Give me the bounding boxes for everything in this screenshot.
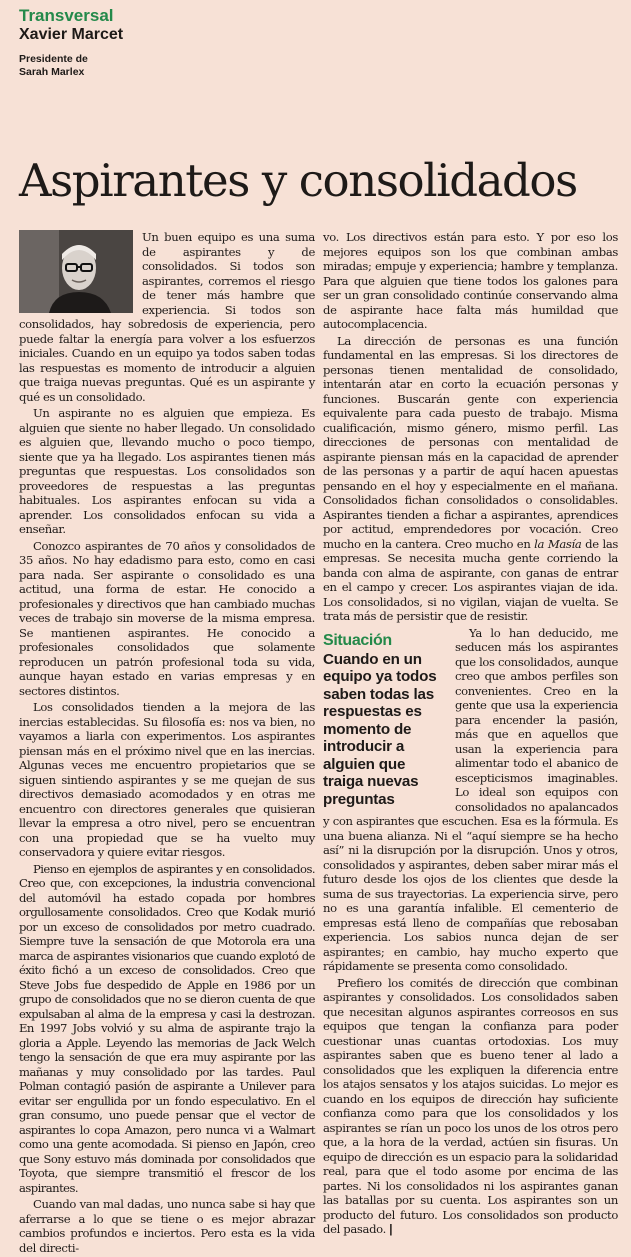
pull-quote xyxy=(323,632,445,809)
paragraph-text: Prefiero los comités de dirección que combinan aspirantes y consolidados. Los consolidados saben que necesitan algunos aspirantes correosos en sus equipos que tengan la confianza para poder cuestionar unas cuantas ortodoxias. Los muy aspirantes saben que es bueno tener al lado a consolidados que les expliquen la diferencia entre los atajos sensatos y los atajos suicidas. Lo mejor es cuando en los equipos de dirección hay suficiente confianza como para que los consolidados y los aspirantes se rían un poco los unos de los otros pero que, a la hora de la verdad, actúen sin fisuras. Un equipo de dirección es un espacio para la solidaridad real, para que el todo asome por encima de las partes. Ni los consolidados ni los aspirantes ganan las batallas por su cuenta. Los aspirantes son un producto del futuro. Los consolidados son producto del pasado. xyxy=(323,975,618,1236)
article-column-2 xyxy=(323,230,618,1240)
paragraph: Un buen equipo es una suma de aspirantes y de consolidados. Si todos son aspirantes, corremos el riesgo de tener más hambre que experiencia. Si todos son consolidados, hay sobredosis de experiencia, pero puede faltar la energía para volver a los esfuerzos iniciales. Cuando en un equipo ya todos saben todas las respuestas es momento de introducir a alguien que traiga nuevas preguntas. Qué es un aspirante y qué es un consolidado. xyxy=(19,230,315,404)
paragraph xyxy=(323,334,618,624)
paragraph: vo. Los directivos están para esto. Y por eso los mejores equipos son los que combinan ambas miradas; empuje y experiencia; hambre y templanza. Para que alguien que tiene todos los galones para ser un gran consolidado continúe conservando alma de aspirante hace falta más humildad que autocomplacencia. xyxy=(323,230,618,331)
emphasis-text: la Masía xyxy=(534,536,582,551)
article-title: Aspirantes y consolidados xyxy=(19,154,577,207)
paragraph: Los consolidados tienden a la mejora de las inercias establecidas. Su filosofía es: nos va bien, no vayamos a liarla con experimentos. Los aspirantes piensan más en el próximo nivel que en las inercias. Algunas veces me encuentro propietarios que se siguen sintiendo aspirantes y se me quejan de sus directivos demasiado acomodados y en otras me encuentro con directores generales que quisieran llevar la empresa a otro nivel, pero se encuentran con una propiedad que se ha vuelto muy conservadora y quiere evitar riesgos. xyxy=(19,700,315,859)
paragraph xyxy=(323,976,618,1238)
author-role-line2: Sarah Marlex xyxy=(19,65,85,78)
end-mark: | xyxy=(389,1223,393,1236)
article-header xyxy=(19,6,123,78)
pull-quote-text: Cuando en un equipo ya todos saben todas las respuestas es momento de introducir a alguien que traiga nuevas preguntas xyxy=(323,650,437,808)
paragraph-text: de las empresas. Se necesita mucha gente corriendo la banda con alma de aspirante, con ganas de entrar en el campo y crecer. Los aspirantes viajan de ida. Los consolidados, si no vigilan, viajan de vuelta. Se trata más de persistir que de resistir. xyxy=(323,536,618,623)
paragraph: Pienso en ejemplos de aspirantes y en consolidados. Creo que, con excepciones, la industria convencional del automóvil ha estado copada por hombres orgullosamente consolidados. Creo que Kodak murió por un exceso de consolidados por metro cuadrado. Siempre tuve la sensación de que Motorola era una marca de aspirantes visionarios que cuando explotó de éxito fichó a un exceso de consolidados. Creo que Steve Jobs fue despedido de Apple en 1986 por un grupo de consolidados que no se dieron cuenta de que expulsaban al alma de la empresa y casi la destrozan. En 1997 Jobs volvió y su alma de aspirante trajo la gloria a Apple. Leyendo las memorias de Jack Welch tengo la sensación de que era muy aspirante por las mañanas y muy consolidado por las tardes. Paul Polman contagió pasión de aspirante a Unilever para evitar ser engullida por un fondo especulativo. En el gran consumo, uno puede pensar que el vector de aspirantes lo copa Amazon, pero nunca vi a Walmart como una gente acomodada. Si pienso en Japón, creo que Sony estuvo más dominada por consolidados que Toyota, que siempre transmitió el frescor de los aspirantes. xyxy=(19,861,315,1195)
paragraph: Ya lo han deducido, me seducen más los aspirantes que los consolidados, aunque creo que ambos perfiles son convenientes. Creo en la gente que usa la experiencia para encender la pasión, más que en aquellos que usan la experiencia para alimentar todo el abanico de escepticismos imaginables. Lo ideal son equipos con consolidados no apalancados y con aspirantes que escuchen. Esa es la fórmula. Es una buena alianza. Ni el “aquí siempre se ha hecho así” ni la disrupción por la disrupción. Unos y otros, consolidados y aspirantes, deben saber mirar más el futuro desde los ojos de los clientes que desde la suma de sus trayectorias. La experiencia sirve, pero no es una garantía infalible. El cementerio de empresas está lleno de compañías que rebosaban experiencia. Los sabios nunca dejan de ser aspirantes; en cambio, hay mucho experto que rápidamente se presenta como consolidado. xyxy=(323,625,618,973)
pull-quote-label: Situación xyxy=(323,631,392,649)
paragraph: Un aspirante no es alguien que empieza. Es alguien que siente no haber llegado. Un consolidado es alguien que, llevando mucho o poco tiempo, siente que ya ha llegado. Los aspirantes tienen más preguntas que respuestas. Los consolidados son proveedores de respuestas a las preguntas habituales. Los aspirantes enfocan su vida a aprender. Los consolidados enfocan su vida a enseñar. xyxy=(19,406,315,536)
paragraph-text: La dirección de personas es una función fundamental en las empresas. Si los directores de personas tienen mentalidad de consolidado, intentarán atar en corto la ecuación personas y funciones. Buscarán gente con experiencia equivalente para cada puesto de trabajo. Misma cualificación, mismo género, mismo perfil. Las direcciones de personas con mentalidad de aspirante piensan más en la capacidad de aprender de las personas y a partir de aquí hacen apuestas pensando en el hoy y especialmente en el mañana. Consolidados fichan consolidados o consolidables. Aspirantes tienden a fichar a aspirantes, aprendices por actitud, emprendedores por vocación. Creo mucho en la cantera. Creo mucho en xyxy=(323,333,618,551)
paragraph: Cuando van mal dadas, uno nunca sabe si hay que aferrarse a lo que se tiene o es mejor abrazar cambios profundos e inciertos. Pero esta es la vida del directi- xyxy=(19,1197,315,1255)
author-role xyxy=(19,53,123,78)
paragraph: Conozco aspirantes de 70 años y consolidados de 35 años. No hay edadismo para esto, como en casi para nada. Ser aspirante o consolidado es una actitud, una forma de estar. He conocido a profesionales y directivos que han cambiado muchas veces de trabajo sin moverse de la misma empresa. Se mantienen aspirantes. He conocido a profesionales consolidados que solamente reproducen un patrón profesional toda su vida, aunque hayan estado en varias empresas y en sectores distintos. xyxy=(19,538,315,698)
author-name: Xavier Marcet xyxy=(19,26,124,43)
author-photo xyxy=(19,230,133,313)
author-portrait-icon xyxy=(19,230,133,313)
article-column-1 xyxy=(19,230,315,1257)
section-label: Transversal xyxy=(19,6,114,25)
author-role-line1: Presidente de xyxy=(19,53,88,65)
